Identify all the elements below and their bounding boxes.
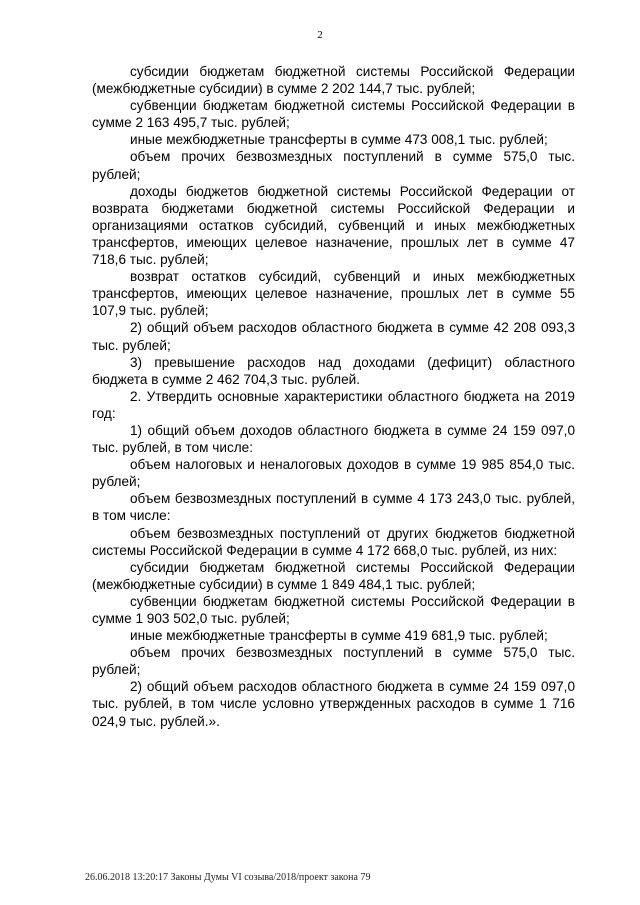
paragraph: субвенции бюджетам бюджетной системы Российской Федерации в сумме 2 163 495,7 тыс. рублей;: [92, 98, 575, 131]
paragraph: 3) превышение расходов над доходами (дефицит) областного бюджета в сумме 2 462 704,3 тыс. рублей.: [92, 354, 575, 387]
footer-note: 26.06.2018 13:20:17 Законы Думы VI созыва/2018/проект закона 79: [85, 872, 371, 883]
paragraph: объем налоговых и неналоговых доходов в сумме 19 985 854,0 тыс. рублей;: [92, 457, 575, 490]
paragraph: объем прочих безвозмездных поступлений в сумме 575,0 тыс. рублей;: [92, 645, 575, 678]
paragraph: субсидии бюджетам бюджетной системы Российской Федерации (межбюджетные субсидии) в сумме 2 202 144,7 тыс. рублей;: [92, 64, 575, 97]
paragraph: 2. Утвердить основные характеристики областного бюджета на 2019 год:: [92, 388, 575, 421]
document-body: [92, 63, 575, 730]
paragraph: объем безвозмездных поступлений от других бюджетов бюджетной системы Российской Федерации в сумме 4 172 668,0 тыс. рублей, из них:: [92, 525, 575, 558]
paragraph: 1) общий объем доходов областного бюджета в сумме 24 159 097,0 тыс. рублей, в том числе:: [92, 422, 575, 456]
paragraph: 2) общий объем расходов областного бюджета в сумме 42 208 093,3 тыс. рублей;: [92, 320, 575, 353]
paragraph: возврат остатков субсидий, субвенций и иных межбюджетных трансфертов, имеющих целевое назначение, прошлых лет в сумме 55 107,9 тыс. рублей;: [92, 269, 575, 319]
paragraph: 2) общий объем расходов областного бюджета в сумме 24 159 097,0 тыс. рублей, в том числе условно утвержденных расходов в сумме 1 716 024,9 тыс. рублей.».: [92, 679, 575, 729]
paragraph: объем прочих безвозмездных поступлений в сумме 575,0 тыс. рублей;: [92, 149, 575, 182]
paragraph: субсидии бюджетам бюджетной системы Российской Федерации (межбюджетные субсидии) в сумме 1 849 484,1 тыс. рублей;: [92, 559, 575, 592]
paragraph: доходы бюджетов бюджетной системы Российской Федерации от возврата бюджетами бюджетной системы Российской Федерации и организациями остатков субсидий, субвенций и иных межбюджетных трансфертов, имеющих целевое назначение, прошлых лет в сумме 47 718,6 тыс. рублей;: [92, 183, 575, 268]
page-number: 2: [317, 29, 323, 41]
paragraph: иные межбюджетные трансферты в сумме 419 681,9 тыс. рублей;: [130, 628, 548, 644]
paragraph: объем безвозмездных поступлений в сумме 4 173 243,0 тыс. рублей, в том числе:: [92, 491, 575, 524]
paragraph: иные межбюджетные трансферты в сумме 473 008,1 тыс. рублей;: [130, 132, 548, 148]
paragraph: субвенции бюджетам бюджетной системы Российской Федерации в сумме 1 903 502,0 тыс. рублей;: [92, 593, 575, 626]
